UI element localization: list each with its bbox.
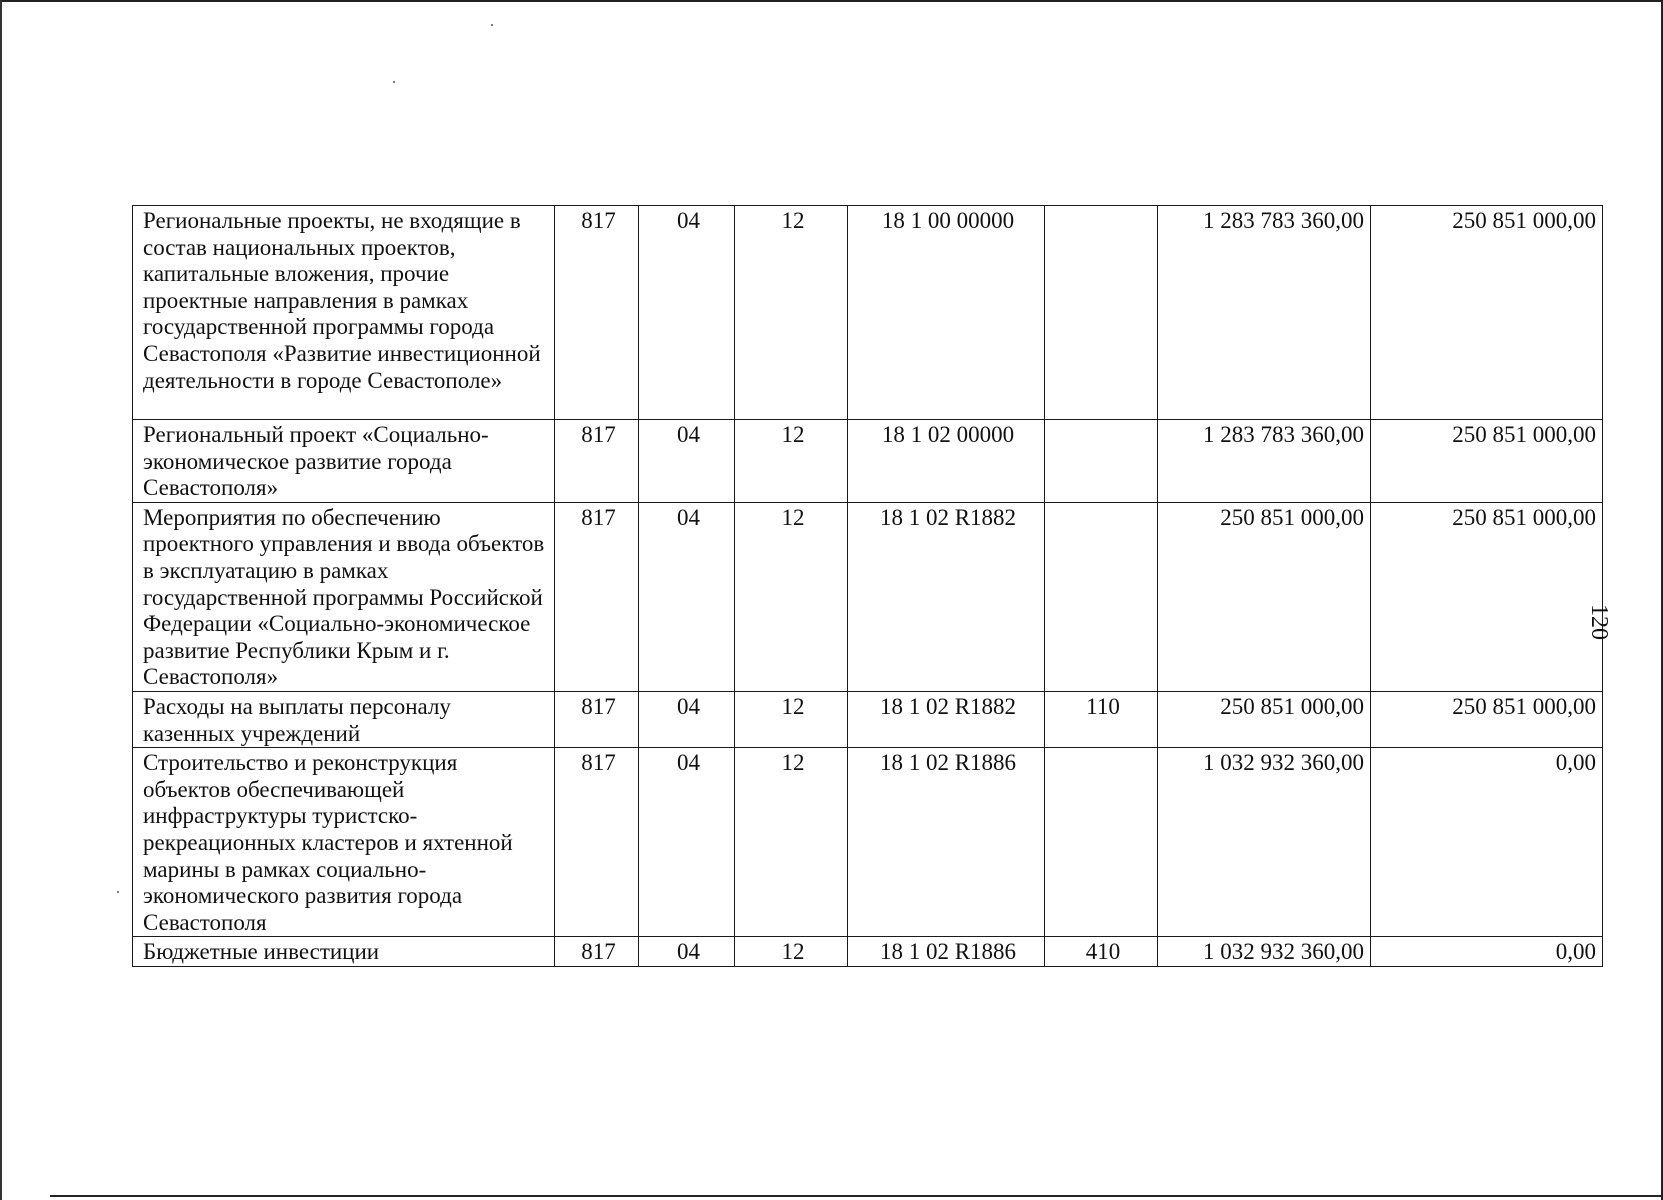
budget-table	[132, 205, 1603, 967]
ministry-code-cell: 817	[555, 748, 639, 937]
scan-speck	[491, 24, 493, 26]
subsection-code-cell: 12	[735, 748, 848, 937]
expense-type-cell: 110	[1045, 691, 1158, 747]
target-article-cell: 18 1 02 R1882	[848, 691, 1045, 747]
page-border-top	[0, 0, 1663, 2]
scan-speck	[393, 81, 395, 83]
table-row	[133, 937, 1603, 967]
row-name-cell: Бюджетные инвестиции	[133, 937, 555, 967]
section-code-cell: 04	[639, 937, 735, 967]
scan-speck	[117, 891, 119, 893]
target-article-cell: 18 1 02 00000	[848, 420, 1045, 503]
subsection-code-cell: 12	[735, 502, 848, 691]
subsection-code-cell: 12	[735, 691, 848, 747]
row-name-cell: Региональный проект «Социально-экономическое развитие города Севастополя»	[133, 420, 555, 503]
target-article-cell: 18 1 02 R1886	[848, 748, 1045, 937]
table-row	[133, 420, 1603, 503]
section-code-cell: 04	[639, 502, 735, 691]
amount-1-cell: 250 851 000,00	[1158, 502, 1371, 691]
amount-2-cell: 250 851 000,00	[1371, 420, 1603, 503]
ministry-code-cell: 817	[555, 502, 639, 691]
amount-1-cell: 250 851 000,00	[1158, 691, 1371, 747]
amount-1-cell: 1 283 783 360,00	[1158, 420, 1371, 503]
amount-1-cell: 1 032 932 360,00	[1158, 748, 1371, 937]
expense-type-cell: 410	[1045, 937, 1158, 967]
ministry-code-cell: 817	[555, 937, 639, 967]
amount-2-cell: 250 851 000,00	[1371, 691, 1603, 747]
page-border-bottom	[50, 1195, 1663, 1197]
row-name-cell: Региональные проекты, не входящие в состав национальных проектов, капитальные вложения, прочие проектные направления в рамках государственной программы города Севастополя «Развитие инвестиционной деятельности в городе Севастополе»	[133, 206, 555, 420]
target-article-cell: 18 1 00 00000	[848, 206, 1045, 420]
subsection-code-cell: 12	[735, 420, 848, 503]
ministry-code-cell: 817	[555, 420, 639, 503]
amount-2-cell: 0,00	[1371, 937, 1603, 967]
ministry-code-cell: 817	[555, 206, 639, 420]
ministry-code-cell: 817	[555, 691, 639, 747]
expense-type-cell	[1045, 748, 1158, 937]
row-name-cell: Строительство и реконструкция объектов обеспечивающей инфраструктуры туристско-рекреационных кластеров и яхтенной марины в рамках социально-экономического развития города Севастополя	[133, 748, 555, 937]
section-code-cell: 04	[639, 206, 735, 420]
target-article-cell: 18 1 02 R1886	[848, 937, 1045, 967]
target-article-cell: 18 1 02 R1882	[848, 502, 1045, 691]
section-code-cell: 04	[639, 748, 735, 937]
table-row	[133, 206, 1603, 420]
expense-type-cell	[1045, 420, 1158, 503]
row-name-cell: Расходы на выплаты персоналу казенных учреждений	[133, 691, 555, 747]
table-row	[133, 691, 1603, 747]
row-name-cell: Мероприятия по обеспечению проектного управления и ввода объектов в эксплуатацию в рамках государственной программы Российской Федерации «Социально-экономическое развитие Республики Крым и г. Севастополя»	[133, 502, 555, 691]
amount-2-cell: 0,00	[1371, 748, 1603, 937]
page-number: 120	[1586, 604, 1612, 640]
amount-1-cell: 1 032 932 360,00	[1158, 937, 1371, 967]
expense-type-cell	[1045, 502, 1158, 691]
table-row	[133, 748, 1603, 937]
amount-1-cell: 1 283 783 360,00	[1158, 206, 1371, 420]
amount-2-cell: 250 851 000,00	[1371, 206, 1603, 420]
subsection-code-cell: 12	[735, 937, 848, 967]
section-code-cell: 04	[639, 420, 735, 503]
amount-2-cell: 250 851 000,00	[1371, 502, 1603, 691]
page-border-left	[0, 0, 2, 1200]
subsection-code-cell: 12	[735, 206, 848, 420]
expense-type-cell	[1045, 206, 1158, 420]
table-row	[133, 502, 1603, 691]
section-code-cell: 04	[639, 691, 735, 747]
